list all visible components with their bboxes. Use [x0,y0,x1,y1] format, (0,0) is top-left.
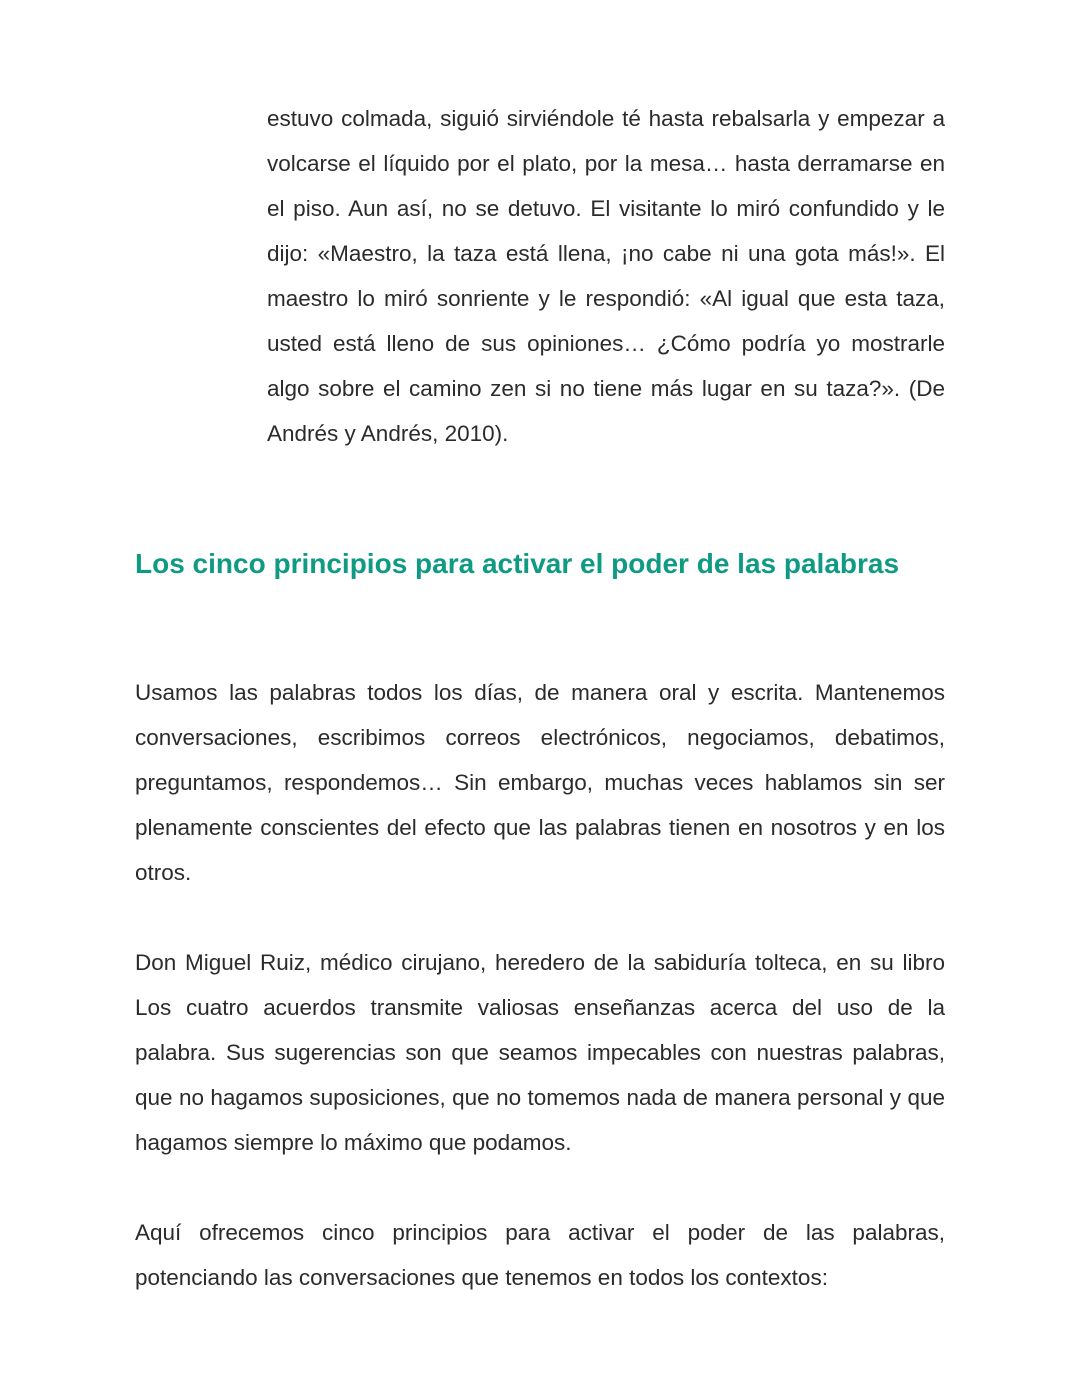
body-paragraph-2: Don Miguel Ruiz, médico cirujano, heredero de la sabiduría tolteca, en su libro Los cuatro acuerdos transmite valiosas enseñanzas acerca del uso de la palabra. Sus sugerencias son que seamos impecables con nuestras palabras, que no hagamos suposiciones, que no tomemos nada de manera personal y que hagamos siempre lo máximo que podamos. [135,950,945,1155]
quote-paragraph: estuvo colmada, siguió sirviéndole té hasta rebalsarla y empezar a volcarse el líquido por el plato, por la mesa… hasta derramarse en el piso. Aun así, no se detuvo. El visitante lo miró confundido y le dijo: «Maestro, la taza está llena, ¡no cabe ni una gota más!». El maestro lo miró sonriente y le respondió: «Al igual que esta taza, usted está lleno de sus opiniones… ¿Cómo podría yo mostrarle algo sobre el camino zen si no tiene más lugar en su taza?». (De Andrés y Andrés, 2010). [267,106,945,446]
section-heading: Los cinco principios para activar el poder de las palabras [135,548,900,579]
body-paragraph-3: Aquí ofrecemos cinco principios para activar el poder de las palabras, potenciando las conversaciones que tenemos en todos los contextos: [135,1220,945,1290]
body-paragraph-1: Usamos las palabras todos los días, de manera oral y escrita. Mantenemos conversaciones, escribimos correos electrónicos, negociamos, debatimos, preguntamos, respondemos… Sin embargo, muchas veces hablamos sin ser plenamente conscientes del efecto que las palabras tienen en nosotros y en los otros. [135,680,945,885]
